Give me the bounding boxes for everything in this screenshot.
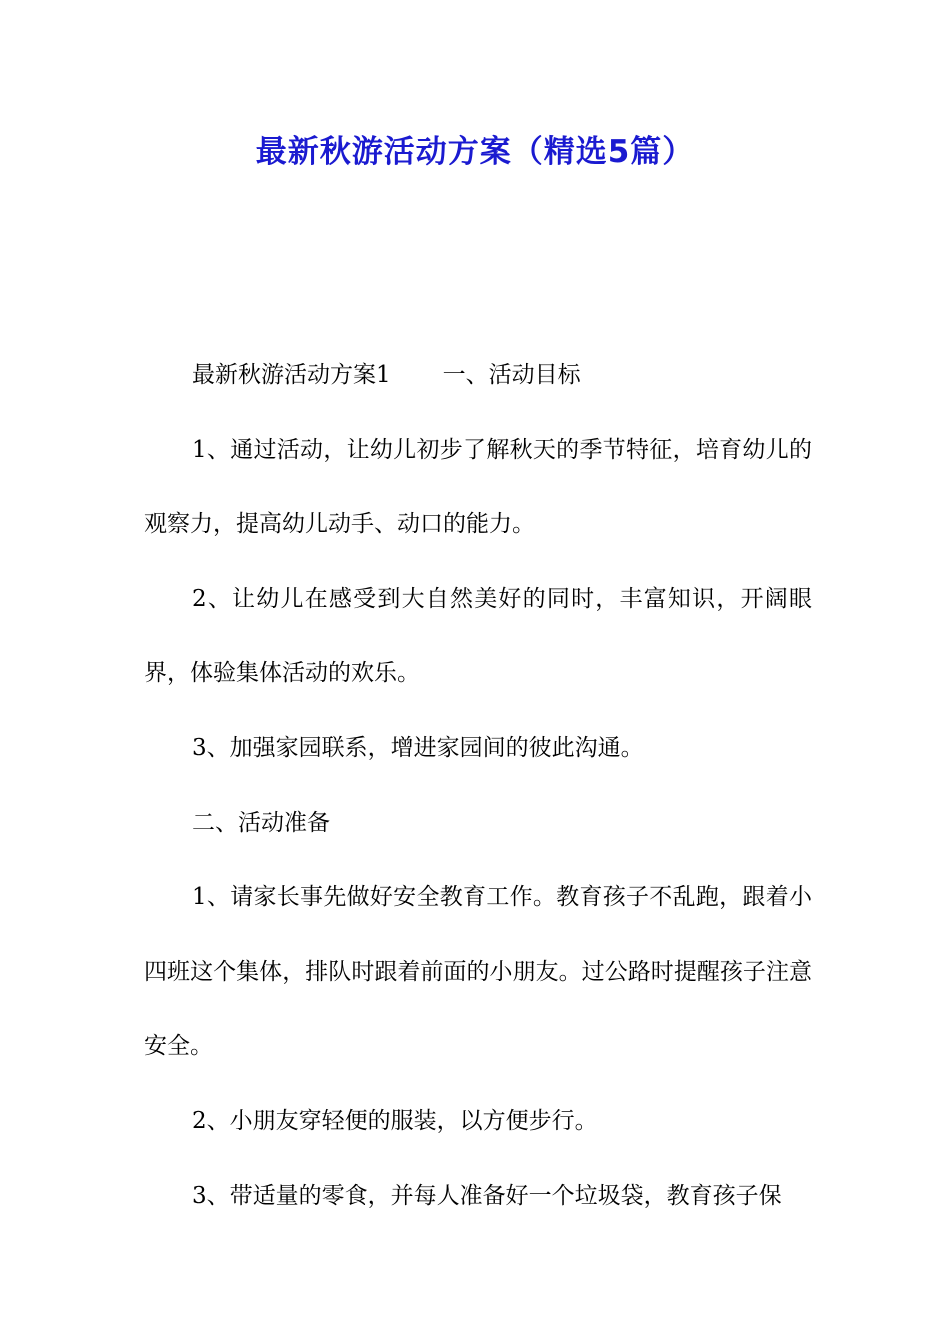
paragraph: 2、小朋友穿轻便的服装，以方便步行。 [192,1107,598,1134]
paragraph: 1、请家长事先做好安全教育工作。教育孩子不乱跑，跟着小四班这个集体，排队时跟着前面的小朋友。过公路时提醒孩子注意安全。 [144,884,812,1060]
plan-heading: 最新秋游活动方案1 [192,362,391,388]
goal-heading: 一、活动目标 [442,362,581,388]
section-heading: 二、活动准备 [192,809,330,836]
paragraph: 3、带适量的零食，并每人准备好一个垃圾袋，教育孩子保 [192,1182,782,1209]
paragraph: 1、通过活动，让幼儿初步了解秋天的季节特征，培育幼儿的观察力，提高幼儿动手、动口的能力。 [144,436,812,538]
paragraph: 2、让幼儿在感受到大自然美好的同时，丰富知识，开阔眼界，体验集体活动的欢乐。 [144,585,812,687]
document-title: 最新秋游活动方案（精选5篇） [255,134,695,170]
section-heading [144,338,812,413]
document-body [144,338,812,1233]
paragraph: 3、加强家园联系，增进家园间的彼此沟通。 [192,734,644,761]
